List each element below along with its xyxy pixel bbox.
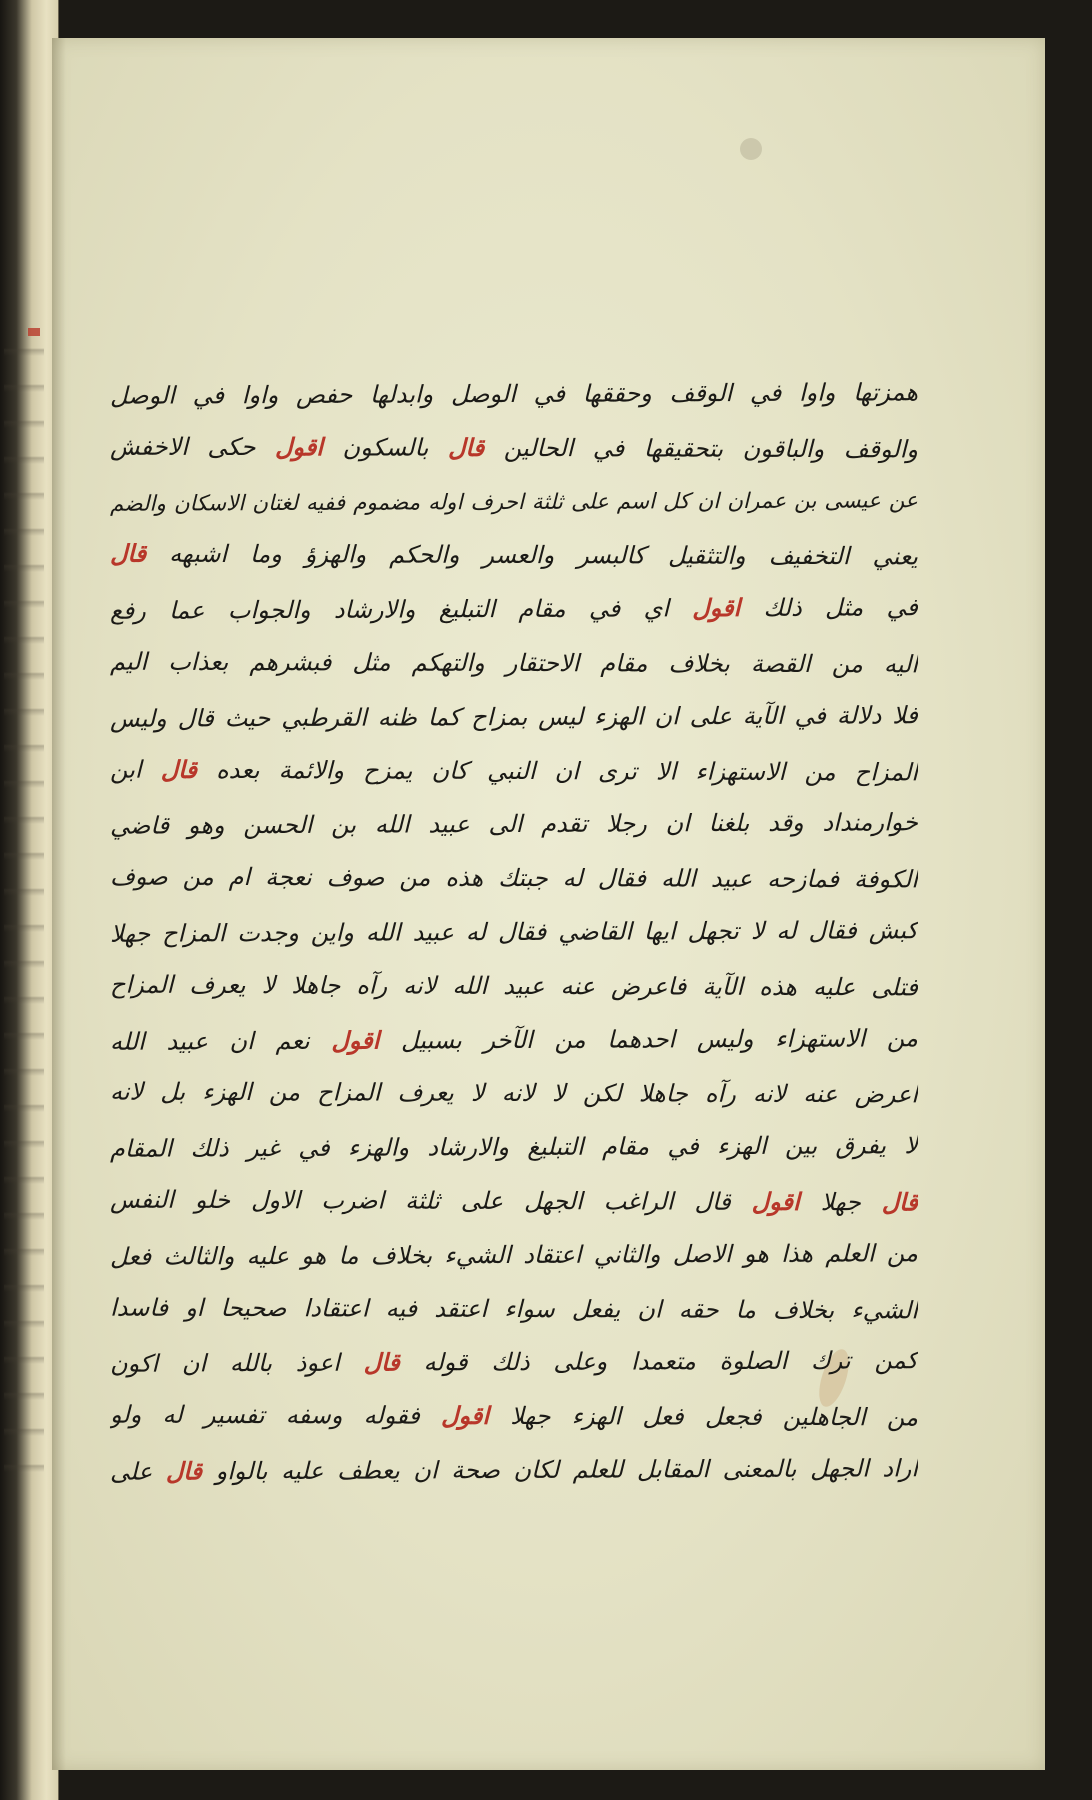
- line-text: بالسكون: [322, 433, 449, 462]
- text-line: [110, 581, 918, 638]
- text-line: [110, 958, 918, 1015]
- line-text: يعني التخفيف والتثقيل كالبسر والعسر والحكم والهزؤ وما اشبهه: [146, 540, 919, 571]
- rubric-word: قال: [109, 539, 147, 569]
- rubric-word: قال: [447, 433, 485, 462]
- line-text: ابن: [109, 755, 161, 784]
- line-text: نعم ان عبيد الله: [109, 1026, 332, 1056]
- rubric-word: اقول: [751, 1187, 800, 1216]
- text-line: [110, 1389, 918, 1446]
- line-text: خوارمنداد وقد بلغنا ان رجلا تقدم الى عبيد الله بن الحسن وهو قاضي: [109, 808, 919, 841]
- line-text: كبش فقال له لا تجهل ايها القاضي فقال له عبيد الله واين وجدت المزاح جهلا: [109, 916, 919, 948]
- facing-page-edge: [0, 0, 59, 1800]
- line-text: فتلى عليه هذه الآية فاعرض عنه عبيد الله لانه رآه جاهلا لا يعرف المزاح: [109, 970, 919, 1002]
- text-line: [110, 797, 918, 854]
- text-line: [110, 474, 918, 531]
- line-text: اراد الجهل بالمعنى المقابل للعلم لكان صحة ان يعطف عليه بالواو: [202, 1454, 919, 1486]
- text-block: [110, 368, 918, 1508]
- text-line: [110, 528, 918, 585]
- line-text: جهلا: [799, 1187, 882, 1217]
- text-line: [110, 1227, 918, 1284]
- line-text: الكوفة فمازحه عبيد الله فقال له جبتك هذه من صوف نعجة ام من صوف: [109, 862, 919, 894]
- line-text: اليه من القصة بخلاف مقام الاحتقار والتهكم مثل فبشرهم بعذاب اليم: [109, 647, 919, 679]
- rubric-word: اقول: [441, 1401, 490, 1431]
- text-line: [110, 1442, 918, 1499]
- line-text: المزاح من الاستهزاء الا ترى ان النبي كان يمزح والائمة بعده: [196, 755, 919, 786]
- line-text: اعوذ بالله ان اكون: [109, 1349, 364, 1379]
- facing-page-text-fragment: [4, 320, 44, 1500]
- text-line: [110, 420, 918, 477]
- text-line: [110, 904, 918, 961]
- gutter-shadow: [52, 38, 66, 1770]
- line-text: والوقف والباقون بتحقيقها في الحالين: [484, 433, 919, 464]
- text-line: [110, 1281, 918, 1338]
- line-text: حكى الاخفش: [109, 432, 276, 461]
- line-text: من العلم هذا هو الاصل والثاني اعتقاد الشيء بخلاف ما هو عليه والثالث فعل: [109, 1238, 919, 1271]
- text-line: [110, 1066, 918, 1123]
- line-text: فقوله وسفه تفسير له ولو: [109, 1400, 442, 1430]
- text-line: [110, 851, 918, 908]
- line-text: من الجاهلين فجعل فعل الهزء جهلا: [489, 1402, 919, 1432]
- rubric-word: اقول: [331, 1026, 380, 1055]
- text-line: [110, 1012, 918, 1069]
- line-text: الشيء بخلاف ما حقه ان يفعل سواء اعتقد فيه اعتقادا صحيحا او فاسدا: [109, 1293, 919, 1324]
- line-text: قال الراغب الجهل على ثلثة اضرب الاول خلو النفس: [109, 1185, 752, 1216]
- text-line: [110, 1335, 918, 1392]
- facing-page-rubric-mark: [28, 328, 40, 336]
- paper-stain: [740, 138, 762, 160]
- text-line: [110, 743, 918, 800]
- manuscript-folio: [52, 38, 1045, 1770]
- rubric-word: قال: [160, 755, 198, 784]
- rubric-word: اقول: [274, 432, 324, 462]
- line-text: في مثل ذلك: [740, 593, 919, 623]
- line-text: اعرض عنه لانه رآه جاهلا لكن لا لانه لا يعرف المزاح من الهزء بل لانه: [109, 1077, 919, 1109]
- line-text: على: [109, 1457, 166, 1486]
- text-line: [110, 366, 918, 423]
- text-line: [110, 689, 918, 746]
- text-line: [110, 636, 918, 693]
- rubric-word: قال: [165, 1457, 203, 1486]
- line-text: لا يفرق بين الهزء في مقام التبليغ والارشاد والهزء في غير ذلك المقام: [109, 1131, 919, 1163]
- line-text: كمن ترك الصلوة متعمدا وعلى ذلك قوله: [399, 1346, 919, 1377]
- rubric-word: قال: [363, 1348, 400, 1377]
- line-text: همزتها واوا في الوقف وحققها في الوصل وابدلها حفص واوا في الوصل: [109, 378, 919, 410]
- line-text: اي في مقام التبليغ والارشاد والجواب عما رفع: [109, 594, 693, 625]
- line-text: عن عيسى بن عمران ان كل اسم على ثلثة احرف اوله مضموم ففيه لغتان الاسكان والضم: [109, 487, 919, 517]
- text-line: [110, 1119, 918, 1176]
- rubric-word: اقول: [692, 594, 741, 623]
- rubric-word: قال: [881, 1188, 919, 1217]
- line-text: من الاستهزاء وليس احدهما من الآخر بسبيل: [379, 1023, 919, 1055]
- text-line: [110, 1174, 918, 1231]
- line-text: فلا دلالة في الآية على ان الهزء ليس بمزاح كما ظنه القرطبي حيث قال وليس: [109, 701, 919, 733]
